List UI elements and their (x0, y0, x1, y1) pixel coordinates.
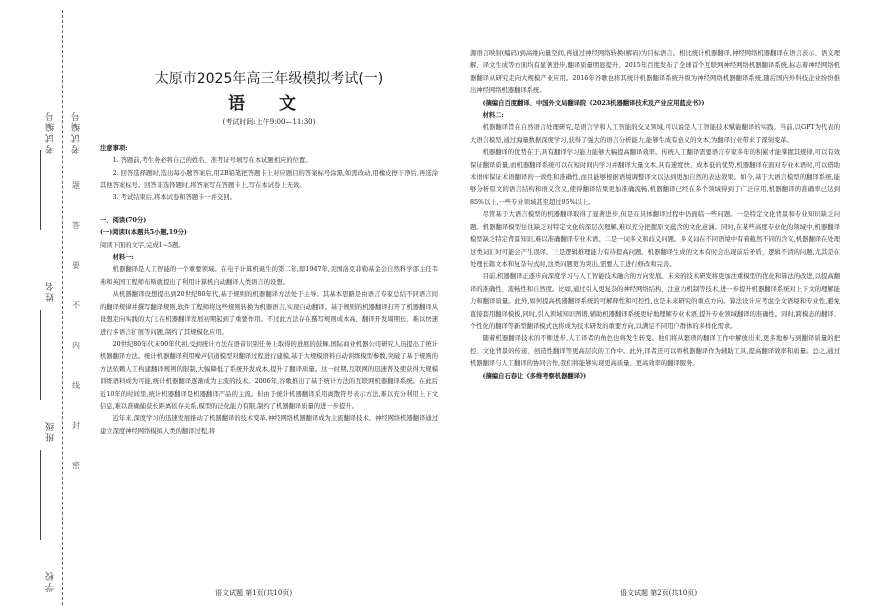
note-item: 1. 答题前,考生务必将自己的姓名、准考证号填写在本试题相应的位置。 (112, 157, 312, 165)
body-paragraph: 目前,机器翻译正逐步向深度学习与人工智能技术融合的方向发展。未来的技术研发将更加注重模型的优化和算法的改进,以提高翻译的准确性、流畅性和自然度。比如,通过引入更复杂的神经网络结构、注意力机制等技术,进一步提升机器翻译系统对上下文的理解能力和翻译质量。此外,如何提高机器翻译系统的可解释性和可控性,也是未来研究的重点方向。算法设计应考虑全文语境和专业性,避免直接套用翻译模板,同时,引入领域知识图谱,辅助机器翻译系统更好地理解专业术语,提升专业领域翻译的准确性。同时,跨模态的翻译、个性化的翻译等新型翻译模式也将成为技术研发的重要方向,以满足不同用户群体的多样化需求。 (470, 273, 840, 330)
binding-margin (0, 0, 84, 615)
seal-char: 内 (72, 341, 80, 350)
material-label: 材料二: (482, 112, 504, 120)
name-blank (40, 310, 41, 400)
body-paragraph: 从机器翻译设想提出到20世纪80年代,基于规则的机器翻译方法处于主导。其基本思路是由语言专家总结不同语言间的翻译规律并撰写翻译规则,软件工程师将这些规则转换为机器语言,实现自动翻译。基于规则的机器翻译打开了机器翻译从设想走向实践的大门,在机器翻译发展初期起到了重要作用。不过此方法存在撰写规则成本高、翻译开发周期长、难以快速进行多语言扩展等问题,制约了其规模化应用。 (100, 291, 438, 336)
seal-char: 线 (72, 381, 80, 390)
right-column (470, 48, 840, 383)
exam-id-blank (40, 150, 41, 230)
note-item: 2. 回答选择题时,选出每小题答案后,用2B铅笔把答题卡上对应题目的答案标号涂黑,如需改动,用橡皮擦干净后,再选涂其他答案标号。回答非选择题时,将答案写在答题卡上,写在本试卷上无效。 (100, 169, 438, 190)
seal-char: 要 (72, 261, 80, 270)
class-blank (40, 450, 41, 540)
part-heading: 一、阅读(70分) (100, 216, 147, 224)
school-label: 学校 (46, 570, 56, 592)
seal-char: 题 (72, 181, 80, 190)
seal-char: 答 (72, 221, 80, 230)
notes-heading: 注意事项: (100, 144, 128, 152)
seal-char: 封 (72, 421, 80, 430)
source-citation: (摘编自石春让《多维考察机器翻译》) (482, 372, 587, 380)
source-citation: (摘编自百度翻译、中国外文局翻译院《2023机器翻译技术及产业应用蓝皮书》) (482, 99, 705, 107)
subsection-heading: (一)阅读Ⅰ(本题共5小题,19分) (100, 229, 187, 237)
body-paragraph: 机器翻译是人工智能的一个重要领域。在电子计算机诞生的第二年,即1947年,美国洛克菲勒基金会自然科学部主任韦弗和英国工程师布斯就提出了利用计算机自动翻译人类语言的设想。 (100, 266, 438, 286)
body-paragraph: 尽管基于大语言模型的机器翻译取得了显著进步,但是在具体翻译过程中仍面临一些问题。一是特定文化背景和专业知识缺乏问题。机器翻译模型往往缺乏对特定文化的深层次理解,难以充分把握原文蕴含的文化意涵。同时,在某些高度专业化的领域中,机器翻译模型缺乏特定背景知识,难以准确翻译专业术语。二是一词多义和歧义问题。多义词在不同语境中有着截然不同的含义,机器翻译在处理这类词汇时可能会产生误译。三是逻辑推理能力有待提高问题。机器翻译生成的文本有时会出现前后矛盾、逻辑不清的问题,尤其是在处理长篇文本和复杂句式时,这类问题更为突出,需要人工进行修改和完善。 (470, 211, 840, 268)
exam-id-label: 考试编号 (46, 110, 56, 154)
body-paragraph: 随着机器翻译技术的不断进步,人工译者的角色也将发生转变。他们将从繁琐的翻译工作中解放出来,更多地参与到翻译质量的把控、文化背景的传递、创造性翻译等更高层次的工作中。此外,译者还可以将机器翻译作为辅助工具,提高翻译效率和质量。总之,通过机器翻译与人工翻译的协同合作,我们将能够实现更高质量、更高效率的翻译服务。 (470, 335, 840, 368)
subject-title: 语 文 (228, 94, 310, 114)
seal-dashed-line (62, 10, 63, 605)
exam-id-label-right: 考试编号 (72, 110, 82, 154)
seal-char: 不 (72, 301, 80, 310)
left-column (100, 22, 438, 438)
note-item: 3. 考试结束后,将本试卷和答题卡一并交回。 (112, 194, 236, 202)
body-paragraph: 机器翻译的优势在于,具有翻译学习能力能够大幅提高翻译效率。传统人工翻译需要语言专家多年的积累才能掌握其规律,可以有效保证翻译质量,而机器翻译系统可以在短时间内学习并翻译大量文本,具有速度快、成本低的优势,机器翻译在面对专业术语时,可以借助术语库保证术语翻译的一致性和准确性,而且能够根据语境调整译文以达到更加自然的表达效果。如今,基于大语言模型的翻译系统,能够分析原文的语言结构和语义含义,使得翻译结果更加准确流畅,机器翻译已经在多个领域得到了广泛应用,机器翻译的准确率已达到85%以上,一些专业领域甚至超过95%以上。 (470, 149, 840, 206)
material-label: 材料一: (112, 254, 134, 262)
exam-time: (考试时间:上午9:00—11:30) (222, 118, 316, 127)
page-footer-left: 语文试题 第1页(共10页) (215, 589, 293, 597)
instruction: 阅读下面的文字,完成1~5题。 (100, 241, 185, 249)
body-paragraph: 近年来,深度学习的迅速发展推动了机器翻译的技术变革,神经网络机器翻译成为主流翻译技术。神经网络机器翻译通过建立深度神经网络模拟人类的翻译过程,将 (100, 415, 438, 435)
body-paragraph: 20世纪80年代末90年代初,受到统计方法在语音识别任务上取得的进展的鼓舞,国际商业机器公司研究人员提出了统计机器翻译方法。统计机器翻译利用噪声信道模型对翻译过程进行建模,基于大规模语料自动训练模型参数,突破了基于规则的方法依赖人工构建翻译规则的限制,大幅降低了系统开发成本,提升了翻译质量。这一时期,互联网的迅速普及使获得大规模训练语料成为可能,统计机器翻译逐渐成为主流的技术。2006年,谷歌推出了基于统计方法的互联网机器翻译系统。在此后近10年的时间里,统计机器翻译是机器翻译产品的主流。但由于统计机器翻译采用离散符号表示方法,难以充分利用上下文信息,难以准确捕获长距离依存关系,模型的泛化能力有限,制约了机器翻译质量的进一步提升。 (100, 340, 438, 410)
name-label: 姓名 (46, 280, 56, 302)
exam-title: 太原市2025年高三年级模拟考试(一) (154, 71, 384, 87)
body-paragraph: 源语言映射(编码)到高维向量空间,再通过神经网络转换(解码)为目标语言。相比统计机器翻译,神经网络机器翻译在语言表示、语义理解、译文生成等方面均有显著进步,翻译质量明显提升。2015年百度发布了全球首个互联网神经网络机器翻译系统,标志着神经网络机器翻译从研究走向大规模产业应用。2016年谷歌也将其统计机器翻译系统升级为神经网络机器翻译系统,随后国内外科技企业纷纷推出神经网络机器翻译系统。 (470, 50, 840, 95)
page-footer-right: 语文试题 第2页(共10页) (620, 589, 698, 597)
seal-char: 密 (72, 461, 80, 470)
class-label: 班级 (46, 420, 56, 442)
body-paragraph: 机器翻译旨在自然语言处理研究,是语言学和人工智能的交叉领域,可以说是人工智能技术赋能翻译的实践。当前,以GPT为代表的大语言模型,通过海量数据深度学习,获得了强大的语言分析能力,能够生成有意义的文本,为翻译行业带来了深刻变革。 (470, 124, 840, 144)
